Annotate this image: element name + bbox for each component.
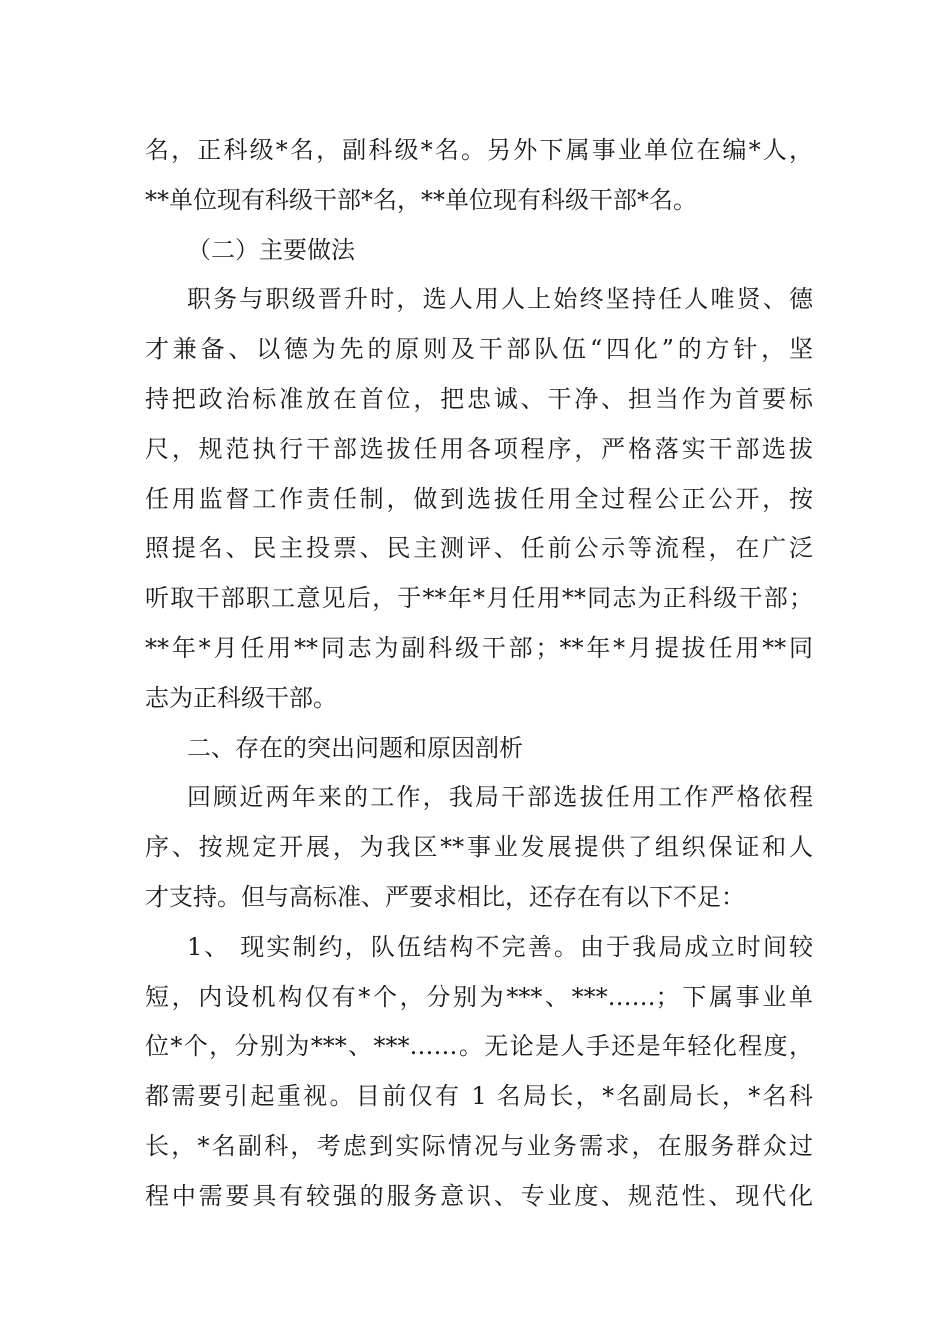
- text-line: 序、按规定开展，为我区**事业发展提供了组织保证和人: [145, 833, 813, 862]
- paragraph-first-line: 职务与职级晋升时，选人用人上始终坚持任人唯贤、德: [187, 285, 813, 314]
- text-line: **单位现有科级干部*名，**单位现有科级干部*名。: [145, 185, 697, 214]
- text-line: **年*月任用**同志为副科级干部；**年*月提拔任用**同: [145, 633, 813, 662]
- text-line: 长，*名副科，考虑到实际情况与业务需求，在服务群众过: [145, 1131, 813, 1160]
- text-line: 志为正科级干部。: [145, 683, 337, 712]
- text-line: 尺，规范执行干部选拔任用各项程序，严格落实干部选拔: [145, 434, 813, 463]
- text-line: 才支持。但与高标准、严要求相比，还存在有以下不足：: [145, 882, 745, 911]
- text-line: 听取干部职工意见后，于**年*月任用**同志为正科级干部；: [145, 584, 813, 613]
- document-body: [145, 126, 813, 1222]
- text-line: 程中需要具有较强的服务意识、专业度、规范性、现代化: [145, 1181, 813, 1210]
- text-line: 任用监督工作责任制，做到选拔任用全过程公正公开，按: [145, 484, 813, 513]
- text-line: 位*个，分别为***、***……。无论是人手还是年轻化程度，: [145, 1032, 813, 1061]
- text-line: 才兼备、以德为先的原则及干部队伍“四化”的方针，坚: [145, 335, 813, 364]
- list-item-first-line: 1、 现实制约，队伍结构不完善。由于我局成立时间较: [187, 932, 813, 961]
- text-line: 照提名、民主投票、民主测评、任前公示等流程，在广泛: [145, 534, 813, 563]
- text-line: 名，正科级*名，副科级*名。另外下属事业单位在编*人，: [145, 136, 813, 164]
- section-heading: （二）主要做法: [187, 235, 355, 264]
- text-line: 持把政治标准放在首位，把忠诚、干净、担当作为首要标: [145, 384, 813, 413]
- section-heading: 二、存在的突出问题和原因剖析: [187, 733, 523, 762]
- paragraph-first-line: 回顾近两年来的工作，我局干部选拔任用工作严格依程: [187, 783, 813, 812]
- text-line: 短，内设机构仅有*个，分别为***、***……；下属事业单: [145, 982, 813, 1011]
- text-line: 都需要引起重视。目前仅有 1 名局长，*名副局长，*名科: [145, 1082, 813, 1111]
